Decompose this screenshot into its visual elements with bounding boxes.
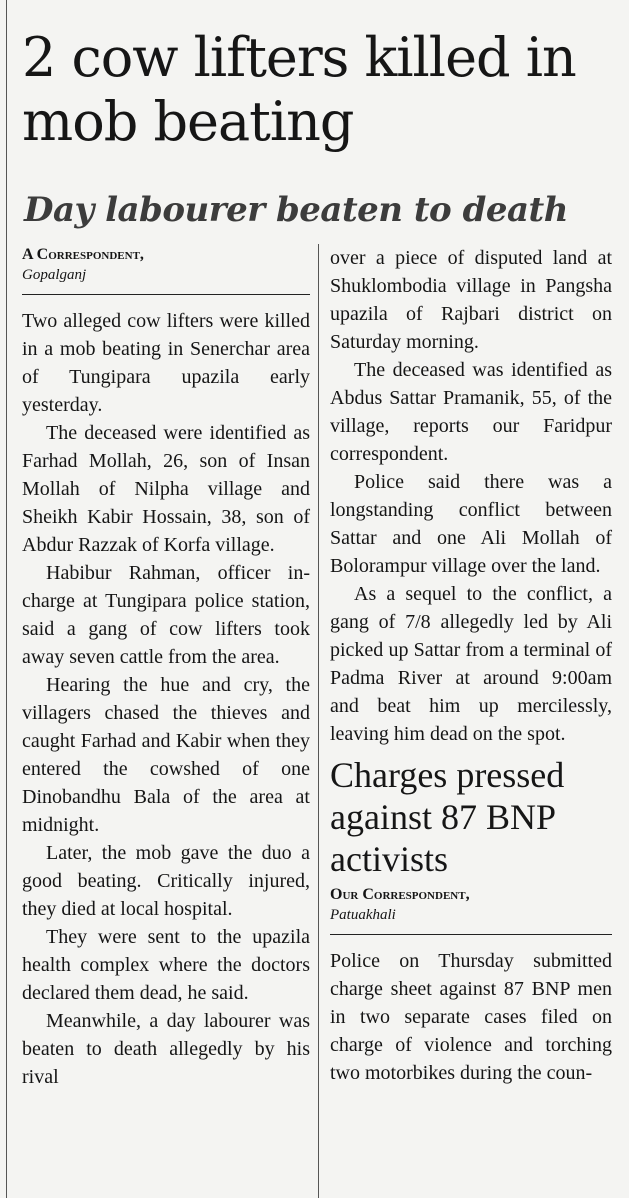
paragraph: over a piece of disputed land at Shuklombodia village in Pangsha upazila of Rajbari district on Saturday morning. <box>330 247 612 353</box>
column-divider <box>318 244 319 1198</box>
paragraph: Habibur Rahman, officer in-charge at Tungipara police station, said a gang of cow lifters took away seven cattle from the area. <box>22 562 310 668</box>
byline-name: A Correspondent, <box>22 246 144 263</box>
main-headline: 2 cow lifters killed in mob beating <box>22 26 576 153</box>
article-column-1 <box>22 244 310 1091</box>
paragraph: Hearing the hue and cry, the villagers chased the thieves and caught Farhad and Kabir when they entered the cowshed of one Dinobandhu Bala of the area at midnight. <box>22 674 310 836</box>
article-body-continued <box>330 244 612 748</box>
paragraph: Meanwhile, a day labourer was beaten to death allegedly by his rival <box>22 1010 310 1088</box>
paragraph: Police said there was a longstanding conflict between Sattar and one Ali Mollah of Bolorampur village over the land. <box>330 471 612 577</box>
byline-location: Gopalganj <box>22 267 87 283</box>
second-byline-rule <box>330 934 612 935</box>
paragraph: Police on Thursday submitted charge sheet against 87 BNP men in two separate cases filed on charge of violence and torching two motorbikes during the coun- <box>330 950 612 1084</box>
paragraph: The deceased were identified as Farhad Mollah, 26, son of Insan Mollah of Nilpha village and Sheikh Kabir Hossain, 38, son of Abdur Razzak of Korfa village. <box>22 422 310 556</box>
article-column-2 <box>330 244 612 1087</box>
paragraph: As a sequel to the conflict, a gang of 7/8 allegedly led by Ali picked up Sattar from a terminal of Padma River at around 9:00am and beat him up mercilessly, leaving him dead on the spot. <box>330 583 612 745</box>
paragraph: Two alleged cow lifters were killed in a mob beating in Senerchar area of Tungipara upazila early yesterday. <box>22 310 310 416</box>
second-byline-name: Our Correspondent, <box>330 886 470 903</box>
paragraph: Later, the mob gave the duo a good beating. Critically injured, they died at local hospital. <box>22 842 310 920</box>
main-subheadline: Day labourer beaten to death <box>24 190 568 230</box>
second-article-body <box>330 947 612 1087</box>
page-edge-line <box>6 0 7 1198</box>
paragraph: They were sent to the upazila health complex where the doctors declared them dead, he said. <box>22 926 310 1004</box>
paragraph: The deceased was identified as Abdus Sattar Pramanik, 55, of the village, reports our Faridpur correspondent. <box>330 359 612 465</box>
second-headline: Charges pressed against 87 BNP activists <box>330 755 565 879</box>
byline-rule <box>22 294 310 295</box>
article-body <box>22 307 310 1091</box>
second-byline-location: Patuakhali <box>330 907 396 923</box>
